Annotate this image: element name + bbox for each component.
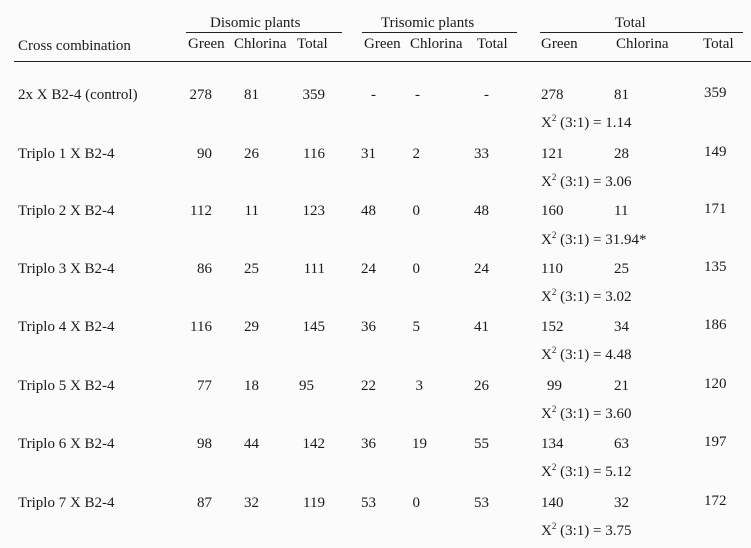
chi-square-cell: $X^2$ (3:1) = 31.94* [541, 230, 647, 248]
trisomic-chlorina-cell: 2 [412, 146, 420, 162]
chi-square-cell: $X^2$ (3:1) = 5.12 [541, 462, 632, 480]
disomic-total-cell: 111 [303, 261, 325, 277]
total-total-heading: Total [703, 36, 734, 52]
disomic-green-cell: 86 [197, 261, 212, 277]
disomic-rule [186, 32, 342, 33]
disomic-green-cell: 87 [197, 495, 212, 511]
chi-square-cell: $X^2$ (3:1) = 3.60 [541, 404, 632, 422]
trisomic-green-cell: 22 [361, 378, 376, 394]
trisomic-green-cell: 53 [361, 495, 376, 511]
disomic-chlorina-cell: 44 [244, 436, 259, 452]
trisomic-chlorina-cell: 0 [412, 261, 420, 277]
chi-square-cell: $X^2$ (3:1) = 4.48 [541, 345, 632, 363]
trisomic-total-cell: 26 [474, 378, 489, 394]
cross-cell: Triplo 1 X B2-4 [18, 146, 115, 162]
trisomic-total-cell: 53 [474, 495, 489, 511]
chi-square-cell: $X^2$ (3:1) = 3.75 [541, 521, 632, 539]
total-total-cell: 197 [704, 434, 727, 450]
trisomic-total-cell: 41 [474, 319, 489, 335]
trisomic-green-cell: 24 [361, 261, 376, 277]
chi-square-cell: $X^2$ (3:1) = 3.06 [541, 172, 632, 190]
total-chlorina-cell: 34 [614, 319, 629, 335]
total-green-cell: 160 [541, 203, 564, 219]
cross-cell: Triplo 5 X B2-4 [18, 378, 115, 394]
trisomic-chlorina-cell: 3 [415, 378, 423, 394]
trisomic-chlorina-cell: 0 [412, 203, 420, 219]
total-green-cell: 278 [541, 87, 564, 103]
trisomic-total-cell: 33 [474, 146, 489, 162]
disomic-green-heading: Green [188, 36, 225, 52]
total-chlorina-cell: 63 [614, 436, 629, 452]
trisomic-green-cell: 36 [361, 319, 376, 335]
total-total-cell: 135 [704, 259, 727, 275]
trisomic-rule [362, 32, 517, 33]
disomic-green-cell: 98 [197, 436, 212, 452]
total-total-cell: 171 [704, 201, 727, 217]
trisomic-chlorina-cell: 19 [412, 436, 427, 452]
disomic-total-heading: Total [297, 36, 328, 52]
trisomic-green-cell: 31 [361, 146, 376, 162]
trisomic-green-cell: 36 [361, 436, 376, 452]
total-rule [540, 32, 743, 33]
total-heading: Total [615, 15, 646, 31]
total-chlorina-cell: 81 [614, 87, 629, 103]
total-chlorina-cell: 28 [614, 146, 629, 162]
disomic-total-cell: 145 [302, 319, 325, 335]
disomic-green-cell: 112 [190, 203, 212, 219]
total-green-heading: Green [541, 36, 578, 52]
cross-cell: Triplo 7 X B2-4 [18, 495, 115, 511]
total-green-cell: 140 [541, 495, 564, 511]
disomic-chlorina-cell: 29 [244, 319, 259, 335]
total-total-cell: 359 [704, 85, 727, 101]
disomic-green-cell: 90 [197, 146, 212, 162]
disomic-total-cell: 95 [299, 378, 314, 394]
trisomic-chlorina-cell: 0 [412, 495, 420, 511]
cross-cell: Triplo 4 X B2-4 [18, 319, 115, 335]
trisomic-green-cell: 48 [361, 203, 376, 219]
total-total-cell: 120 [704, 376, 727, 392]
trisomic-total-cell: 24 [474, 261, 489, 277]
cross-cell: Triplo 3 X B2-4 [18, 261, 115, 277]
trisomic-chlorina-cell: - [415, 87, 420, 103]
disomic-total-cell: 116 [303, 146, 325, 162]
total-green-cell: 121 [541, 146, 564, 162]
total-total-cell: 149 [704, 144, 727, 160]
total-total-cell: 186 [704, 317, 727, 333]
cross-combination-heading: Cross combination [18, 38, 131, 54]
cross-cell: 2x X B2-4 (control) [18, 87, 138, 103]
total-green-cell: 152 [541, 319, 564, 335]
disomic-total-cell: 119 [303, 495, 325, 511]
trisomic-green-cell: - [371, 87, 376, 103]
disomic-total-cell: 359 [302, 87, 325, 103]
total-chlorina-cell: 32 [614, 495, 629, 511]
trisomic-chlorina-cell: 5 [412, 319, 420, 335]
header-bottom-rule [14, 61, 751, 62]
trisomic-total-cell: 55 [474, 436, 489, 452]
trisomic-chlorina-heading: Chlorina [410, 36, 463, 52]
chi-square-cell: $X^2$ (3:1) = 3.02 [541, 287, 632, 305]
trisomic-total-cell: - [484, 87, 489, 103]
chi-square-cell: $X^2$ (3:1) = 1.14 [541, 113, 632, 131]
trisomic-green-heading: Green [364, 36, 401, 52]
disomic-chlorina-cell: 11 [244, 203, 259, 219]
disomic-chlorina-heading: Chlorina [234, 36, 287, 52]
total-green-cell: 110 [541, 261, 563, 277]
disomic-green-cell: 278 [189, 87, 212, 103]
total-green-cell: 99 [547, 378, 562, 394]
disomic-plants-heading: Disomic plants [210, 15, 301, 31]
disomic-total-cell: 142 [302, 436, 325, 452]
disomic-chlorina-cell: 81 [244, 87, 259, 103]
trisomic-total-heading: Total [477, 36, 508, 52]
disomic-total-cell: 123 [302, 203, 325, 219]
cross-cell: Triplo 2 X B2-4 [18, 203, 115, 219]
disomic-chlorina-cell: 26 [244, 146, 259, 162]
cross-cell: Triplo 6 X B2-4 [18, 436, 115, 452]
total-chlorina-cell: 11 [614, 203, 629, 219]
disomic-green-cell: 77 [197, 378, 212, 394]
total-green-cell: 134 [541, 436, 564, 452]
disomic-chlorina-cell: 32 [244, 495, 259, 511]
total-chlorina-heading: Chlorina [616, 36, 669, 52]
trisomic-plants-heading: Trisomic plants [381, 15, 475, 31]
disomic-green-cell: 116 [190, 319, 212, 335]
disomic-chlorina-cell: 18 [244, 378, 259, 394]
total-chlorina-cell: 25 [614, 261, 629, 277]
total-total-cell: 172 [704, 493, 727, 509]
total-chlorina-cell: 21 [614, 378, 629, 394]
disomic-chlorina-cell: 25 [244, 261, 259, 277]
trisomic-total-cell: 48 [474, 203, 489, 219]
